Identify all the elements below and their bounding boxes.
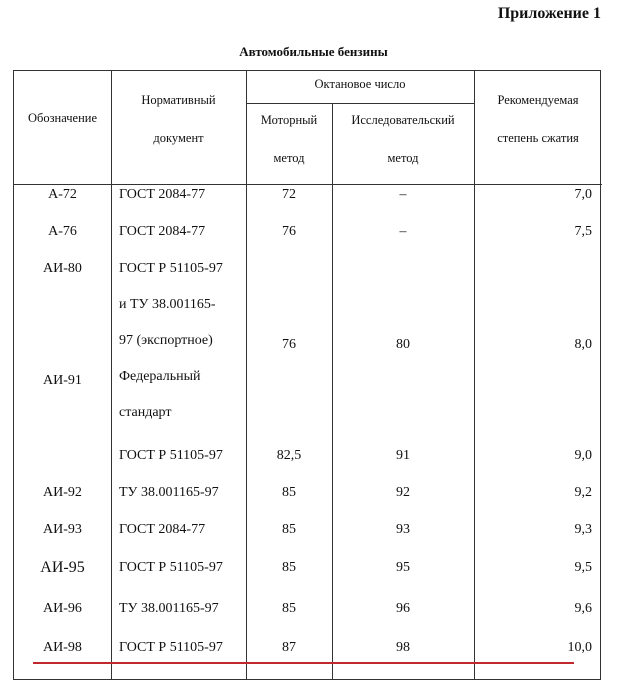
cell-compression: 9,5 [574, 560, 592, 575]
cell-research: – [399, 187, 407, 202]
cell-compression: 10,0 [567, 640, 592, 655]
cell-research: 95 [396, 560, 410, 575]
cell-motor: 85 [282, 522, 296, 537]
cell-doc: ГОСТ 2084-77 [119, 224, 206, 239]
cell-doc: ТУ 38.001165-97 [119, 601, 219, 616]
header-compression-line2: степень сжатия [497, 131, 579, 145]
cell-doc: ГОСТ 2084-77 [119, 187, 206, 202]
cell-doc-line: 97 (экспортное) [119, 333, 213, 348]
header-motor-line2: метод [273, 151, 305, 165]
red-underline-mark [33, 662, 574, 664]
header-octane-number: Октановое число [314, 77, 406, 91]
gasoline-table [13, 70, 601, 680]
header-doc-line1: Нормативный [141, 93, 216, 107]
cell-designation: А-72 [48, 187, 77, 202]
header-motor-line1: Моторный [260, 113, 318, 127]
table-title: Автомобильные бензины [239, 44, 388, 59]
cell-motor: 85 [282, 560, 296, 575]
cell-compression: 7,0 [574, 187, 592, 202]
cell-research: 80 [396, 337, 410, 352]
cell-research: 91 [396, 448, 410, 463]
cell-designation: АИ-98 [43, 640, 82, 655]
header-divider [246, 103, 474, 104]
cell-research: – [399, 224, 407, 239]
cell-motor: 85 [282, 485, 296, 500]
cell-research: 98 [396, 640, 410, 655]
cell-doc: ГОСТ Р 51105-97 [119, 640, 223, 655]
cell-doc-line: и ТУ 38.001165- [119, 297, 216, 312]
cell-motor: 76 [282, 224, 296, 239]
cell-motor: 87 [282, 640, 296, 655]
header-bottom-line [14, 184, 602, 185]
cell-research: 96 [396, 601, 410, 616]
cell-designation: АИ-92 [43, 485, 82, 500]
header-doc-line2: документ [153, 131, 204, 145]
cell-compression: 9,0 [574, 448, 592, 463]
cell-compression: 9,6 [574, 601, 592, 616]
cell-doc: ТУ 38.001165-97 [119, 485, 219, 500]
cell-doc-line: ГОСТ Р 51105-97 [119, 261, 223, 276]
cell-doc: ГОСТ Р 51105-97 [119, 448, 223, 463]
cell-designation: АИ-96 [43, 601, 82, 616]
cell-doc-line: Федеральный [119, 369, 201, 384]
cell-research: 92 [396, 485, 410, 500]
cell-compression: 9,3 [574, 522, 592, 537]
cell-designation: АИ-91 [43, 373, 82, 388]
cell-research: 93 [396, 522, 410, 537]
appendix-label: Приложение 1 [497, 5, 601, 22]
cell-designation: АИ-95 [40, 559, 85, 576]
cell-doc-line: стандарт [119, 405, 172, 420]
header-designation: Обозначение [27, 111, 98, 125]
cell-doc: ГОСТ Р 51105-97 [119, 560, 223, 575]
header-compression-line1: Рекомендуемая [497, 93, 579, 107]
cell-compression: 9,2 [574, 485, 592, 500]
col-divider [474, 71, 475, 679]
cell-motor: 76 [282, 337, 296, 352]
col-divider [111, 71, 112, 679]
cell-doc: ГОСТ 2084-77 [119, 522, 206, 537]
cell-motor: 72 [282, 187, 296, 202]
cell-designation: АИ-80 [43, 261, 82, 276]
cell-compression: 8,0 [574, 337, 592, 352]
cell-motor: 85 [282, 601, 296, 616]
cell-designation: А-76 [48, 224, 77, 239]
cell-compression: 7,5 [574, 224, 592, 239]
cell-designation: АИ-93 [43, 522, 82, 537]
header-research-line2: метод [387, 151, 419, 165]
header-research-line1: Исследовательский [351, 113, 455, 127]
cell-motor: 82,5 [276, 448, 302, 463]
